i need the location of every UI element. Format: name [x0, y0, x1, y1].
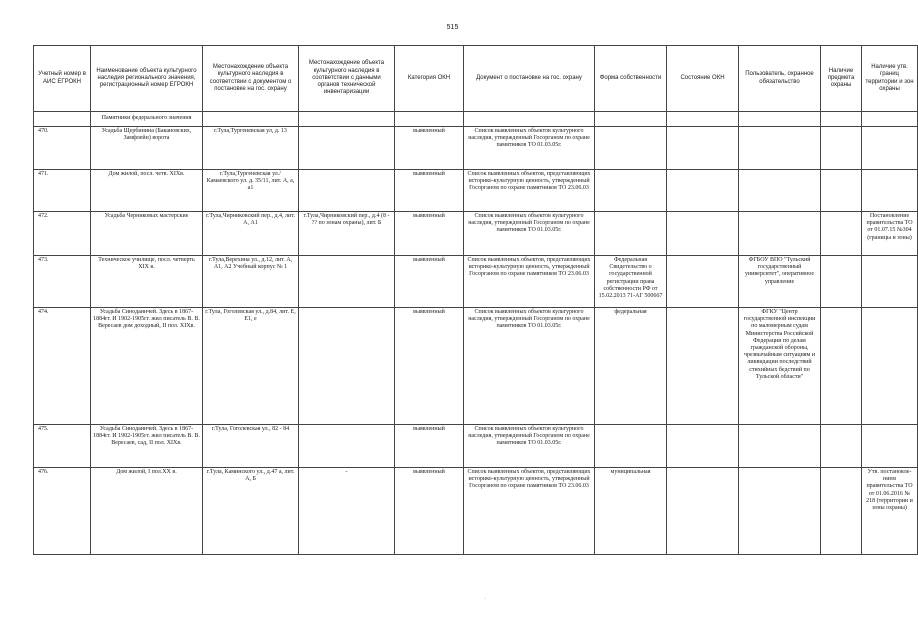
- cell-name: Усадьба Щербинина (Бакановских, Замфлейн) ворота: [91, 127, 203, 170]
- cell-state: [667, 127, 739, 170]
- cell-document: Список выявленных объектов, представляющих историко-культурную ценность, утвержденный Госорганом по охране памятников ТО 23.06.03: [464, 170, 595, 212]
- cell-borders: [862, 308, 918, 425]
- cell-category: выявленный: [395, 127, 464, 170]
- cell-subject: [821, 212, 862, 256]
- cell-user: ФГБОУ ВПО "Тульский государственный университет", оперативное управление: [739, 256, 821, 308]
- empty-cell: [862, 112, 918, 127]
- page-mark: ·: [484, 596, 486, 602]
- empty-cell: [595, 112, 667, 127]
- header-cell: Категория ОКН: [395, 46, 464, 112]
- empty-cell: [667, 112, 739, 127]
- heritage-registry-table: [33, 45, 918, 555]
- cell-ownership: [595, 127, 667, 170]
- cell-category: выявленный: [395, 256, 464, 308]
- cell-borders: [862, 127, 918, 170]
- header-cell: Местонахождение объекта культурного наследия в соответствии с данными органов технической инвентаризации: [299, 46, 395, 112]
- cell-borders: Постановление правительства ТО от 01.07.15 №304 (границы и зоны): [862, 212, 918, 256]
- cell-name: Усадьба Синодаинчей. Здесь в 1867-1884гг. И 1902-1905гг. жил писатель В. В. Вересаев, сад, II пол. XIXв.: [91, 425, 203, 468]
- table-row: [34, 127, 918, 170]
- cell-loc-doc: г.Тула,Чирниковский пер., д.4, лит. А, А1: [203, 212, 299, 256]
- cell-num: 476.: [34, 468, 91, 555]
- cell-loc-doc: г.Тула,Верехина ул., д.12, лит. А, А1, А2 Учебный корпус № 1: [203, 256, 299, 308]
- table-row: [34, 468, 918, 555]
- cell-state: [667, 212, 739, 256]
- header-cell: Форма собственности: [595, 46, 667, 112]
- cell-subject: [821, 308, 862, 425]
- empty-cell: [395, 112, 464, 127]
- cell-loc-doc: г.Тула, Гоголевская ул., д.84, лит. Е, Е1, е: [203, 308, 299, 425]
- cell-subject: [821, 468, 862, 555]
- cell-document: Список выявленных объектов, представляющих историко-культурную ценность, утвержденный Госорганом по охране памятников ТО 23.06.03: [464, 256, 595, 308]
- cell-document: Список выявленных объектов культурного наследия, утвержденный Госорганом по охране памятников ТО 01.03.05г.: [464, 425, 595, 468]
- cell-borders: [862, 256, 918, 308]
- cell-loc-tech: [299, 127, 395, 170]
- cell-state: [667, 308, 739, 425]
- cell-ownership: [595, 170, 667, 212]
- table-row: [34, 212, 918, 256]
- cell-document: Список выявленных объектов, представляющих историко-культурную ценность, утвержденный Госорганом по охране памятников ТО 23.06.03: [464, 468, 595, 555]
- cell-loc-tech: [299, 308, 395, 425]
- empty-cell: [34, 112, 91, 127]
- page-number: 515: [446, 24, 459, 31]
- cell-borders: [862, 425, 918, 468]
- group-row: [34, 112, 918, 127]
- header-cell: Наименование объекта культурного наследия регионального значения, регистрационный номер ЕГРОКН: [91, 46, 203, 112]
- table-row: [34, 425, 918, 468]
- cell-user: ФГКУ "Центр государственной инспекции по маломерным судам Министерства Российской Федерации по делам гражданской обороны, чрезвычайным ситуациям и ликвидации последствий стихийных бедствий по Тульской области": [739, 308, 821, 425]
- cell-loc-tech: -: [299, 468, 395, 555]
- cell-borders: Утв. постановле-нием правительства ТО от 01.06.2016 № 218 (территории и зоны охраны): [862, 468, 918, 555]
- cell-loc-tech: [299, 425, 395, 468]
- empty-cell: [464, 112, 595, 127]
- empty-cell: [299, 112, 395, 127]
- cell-category: выявленный: [395, 468, 464, 555]
- cell-user: [739, 170, 821, 212]
- table-row: [34, 308, 918, 425]
- header-cell: Наличие утв. границ территории и зон охраны: [862, 46, 918, 112]
- cell-ownership: [595, 212, 667, 256]
- cell-state: [667, 256, 739, 308]
- cell-num: 475.: [34, 425, 91, 468]
- cell-document: Список выявленных объектов культурного наследия, утвержденный Госорганом по охране памятников ТО 01.03.05г.: [464, 212, 595, 256]
- cell-ownership: федеральная: [595, 308, 667, 425]
- header-cell: Пользователь, охранное обязательство: [739, 46, 821, 112]
- cell-user: [739, 468, 821, 555]
- header-cell: Документ о постановке на гос. охрану: [464, 46, 595, 112]
- cell-name: Дом жилой, I пол.XX в.: [91, 468, 203, 555]
- cell-document: Список выявленных объектов культурного наследия, утвержденный Госорганом по охране памятников ТО 01.03.05г.: [464, 127, 595, 170]
- cell-category: выявленный: [395, 308, 464, 425]
- cell-subject: [821, 256, 862, 308]
- cell-user: [739, 212, 821, 256]
- cell-loc-doc: г.Тула,Тургеневская ул./Камаевского ул. д. 35/11, лит. А, а, а1: [203, 170, 299, 212]
- cell-name: Усадьба Черниковых мастерские: [91, 212, 203, 256]
- cell-user: [739, 425, 821, 468]
- cell-name: Дом жилой, посл. четв. XIXв.: [91, 170, 203, 212]
- cell-borders: [862, 170, 918, 212]
- cell-category: выявленный: [395, 212, 464, 256]
- cell-loc-doc: г.Тула,Тургеневская ул, д. 13: [203, 127, 299, 170]
- cell-loc-tech: [299, 170, 395, 212]
- cell-num: 470.: [34, 127, 91, 170]
- cell-num: 471.: [34, 170, 91, 212]
- group-label: Памятники федерального значения: [91, 112, 203, 127]
- cell-state: [667, 425, 739, 468]
- cell-loc-tech: г.Тула,Чирниковский пер., д.4 (8 - ?? по зонам охраны), лит. Б: [299, 212, 395, 256]
- empty-cell: [203, 112, 299, 127]
- cell-loc-doc: г.Тула, Каминского ул., д.47 а, лит. А, Б: [203, 468, 299, 555]
- empty-cell: [739, 112, 821, 127]
- cell-document: Список выявленных объектов культурного наследия, утвержденный Госорганом по охране памятников ТО 01.03.05г.: [464, 308, 595, 425]
- table-body: [34, 127, 918, 555]
- cell-state: [667, 468, 739, 555]
- cell-ownership: [595, 425, 667, 468]
- header-cell: Состояние ОКН: [667, 46, 739, 112]
- cell-ownership: муниципальная: [595, 468, 667, 555]
- cell-ownership: Федеральная Свидетельство о государственной регистрации права собственности РФ от 15.02.2013 71-АГ 500667: [595, 256, 667, 308]
- cell-loc-tech: [299, 256, 395, 308]
- cell-name: Усадьба Синодаинчей. Здесь в 1867-1884гг. И 1902-1905гг. жил писатель В. В. Вересаев дом доходный, II пол. XIXв.: [91, 308, 203, 425]
- cell-subject: [821, 127, 862, 170]
- header-cell: Учетный номер в АИС ЕГРОКН: [34, 46, 91, 112]
- header-cell: Наличие предмета охраны: [821, 46, 862, 112]
- table-row: [34, 170, 918, 212]
- cell-category: выявленный: [395, 170, 464, 212]
- empty-cell: [821, 112, 862, 127]
- header-cell: Местонахождение объекта культурного наследия в соответствии с документом о постановке на гос. охрану: [203, 46, 299, 112]
- cell-num: 473.: [34, 256, 91, 308]
- cell-name: Техническое училище, посл. четверть XIX в.: [91, 256, 203, 308]
- cell-num: 472.: [34, 212, 91, 256]
- cell-user: [739, 127, 821, 170]
- cell-state: [667, 170, 739, 212]
- cell-subject: [821, 425, 862, 468]
- cell-subject: [821, 170, 862, 212]
- table-header-row: [34, 46, 918, 112]
- cell-num: 474.: [34, 308, 91, 425]
- cell-loc-doc: г.Тула, Гоголевская ул., 82 - 84: [203, 425, 299, 468]
- table-row: [34, 256, 918, 308]
- cell-category: выявленный: [395, 425, 464, 468]
